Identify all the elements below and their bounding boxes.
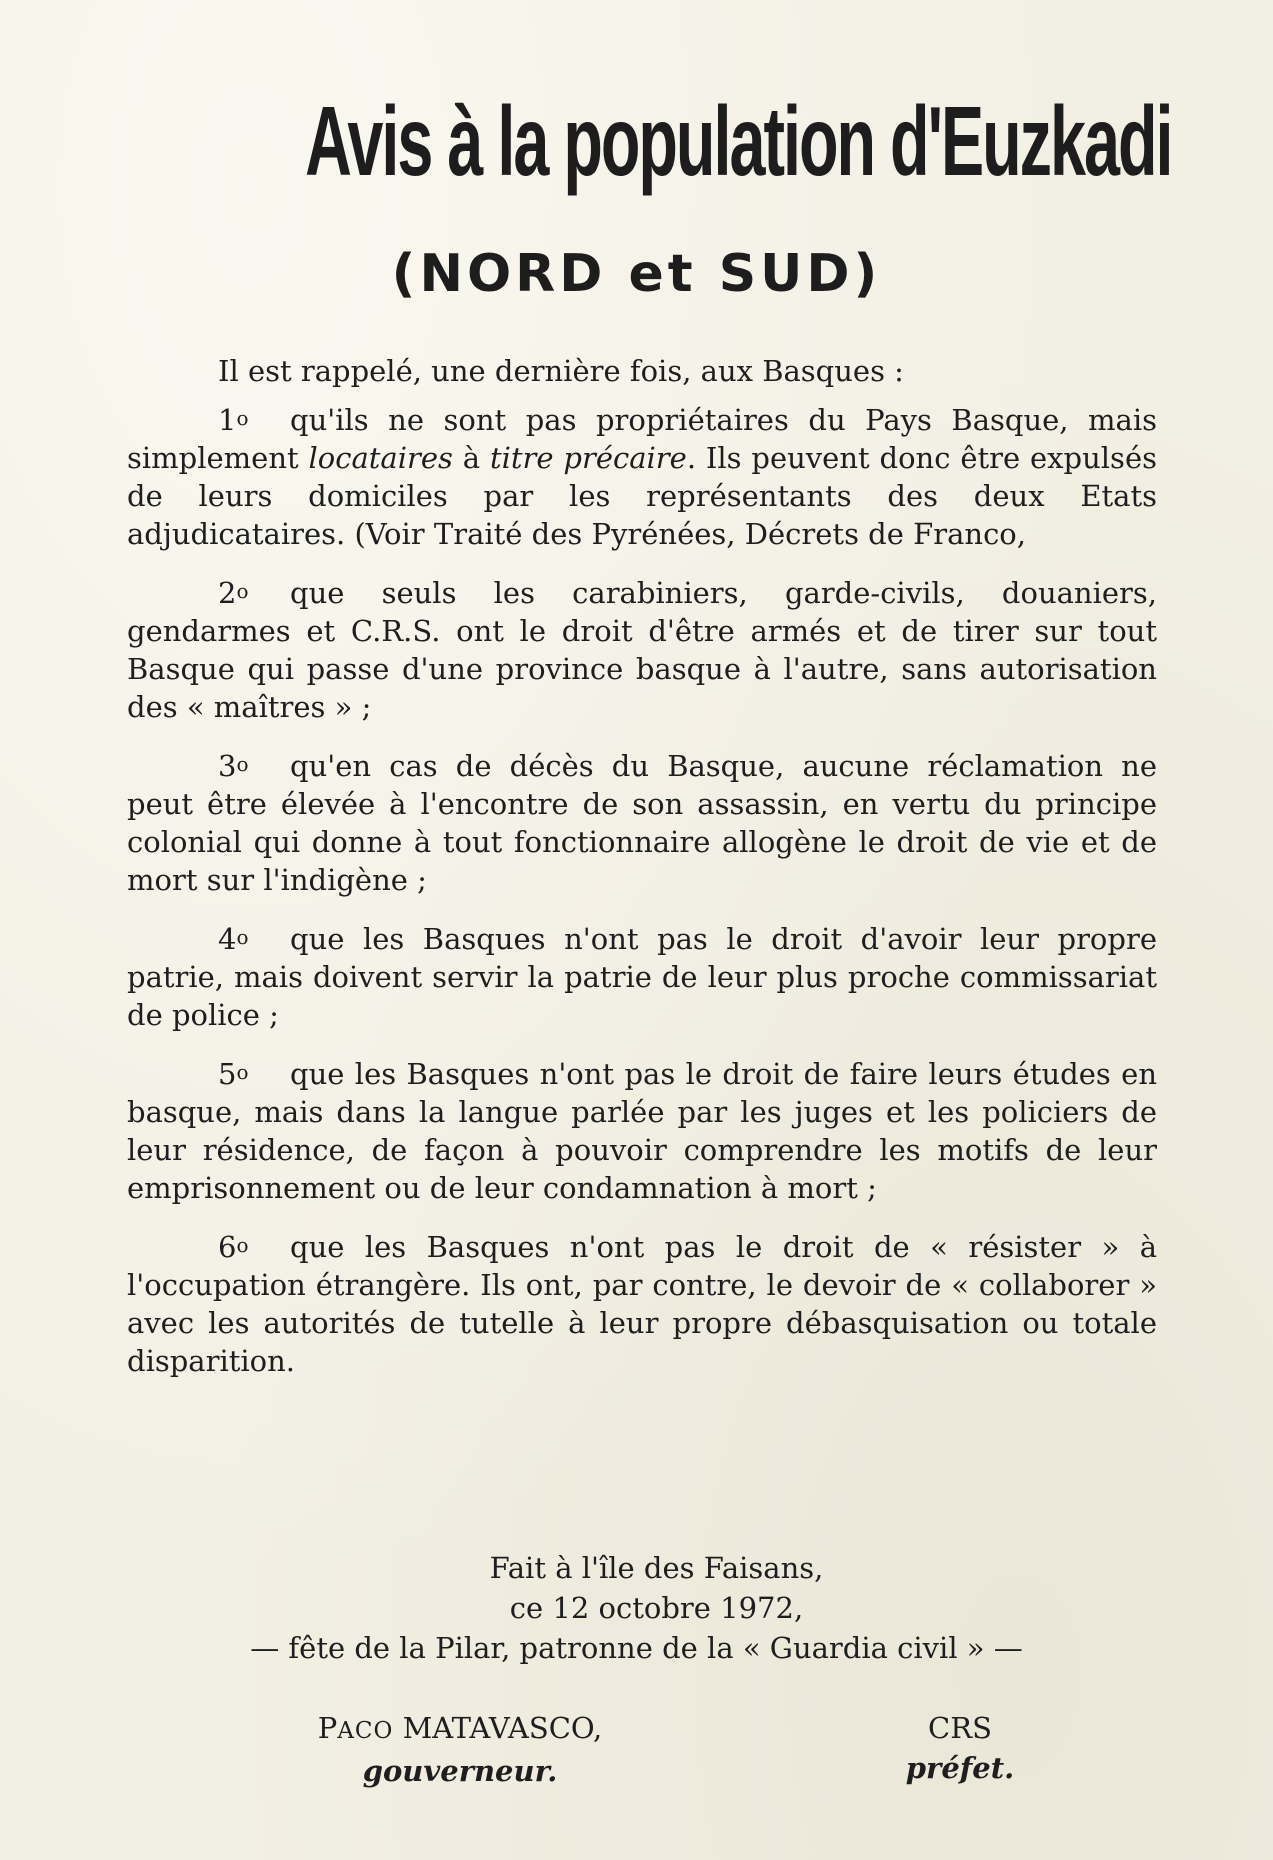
item-text-italic: titre précaire: [489, 441, 687, 475]
item-number-degree: o: [236, 752, 249, 776]
poster-subtitle: (NORD et SUD): [391, 244, 882, 304]
list-item: [127, 574, 1157, 726]
list-item: [127, 1055, 1157, 1207]
item-number-digit: 4: [218, 922, 237, 956]
closing-date: ce 12 octobre 1972,: [509, 1591, 804, 1625]
signature-governor-role: gouverneur.: [362, 1754, 558, 1788]
item-text: que les Basques n'ont pas le droit de « résister » à l'occupation étrangère. Ils ont, par contre, le devoir de « collaborer » avec les autorités de tutelle à leur propre débasquisation ou totale disparition.: [127, 1230, 1157, 1378]
list-item: [127, 747, 1157, 899]
list-item: [127, 401, 1157, 553]
signature-prefect-role: préfet.: [905, 1751, 1015, 1785]
signature-governor-name: [250, 1708, 670, 1751]
item-text: à: [452, 441, 490, 475]
item-number-degree: o: [236, 406, 249, 430]
list-item: [127, 920, 1157, 1034]
signature-governor-surname: MATAVASCO,: [393, 1711, 603, 1745]
item-number-degree: o: [236, 1233, 249, 1257]
item-number-digit: 5: [218, 1057, 237, 1091]
signature-prefect-name: CRS: [928, 1711, 992, 1745]
poster-body: [127, 352, 1157, 1401]
item-number: [218, 574, 290, 612]
item-number: [218, 747, 290, 785]
numbered-list: [127, 401, 1157, 1380]
item-text: que seuls les carabiniers, garde-civils, douaniers, gendarmes et C.R.S. ont le droit d'être armés et de tirer sur tout Basque qui passe d'une province basque à l'autre, sans autorisation des « maîtres » ;: [127, 576, 1157, 724]
item-number-digit: 1: [218, 403, 237, 437]
item-number-degree: o: [236, 579, 249, 603]
item-text: que les Basques n'ont pas le droit de faire leurs études en basque, mais dans la langue parlée par les juges et les policiers de leur résidence, de façon à pouvoir comprendre les motifs de leur emprisonnement ou de leur condamnation à mort ;: [127, 1057, 1157, 1205]
item-number-digit: 3: [218, 749, 237, 783]
signature-governor-first-rest: ACO: [337, 1718, 394, 1744]
intro-paragraph: Il est rappelé, une dernière fois, aux Basques :: [218, 354, 904, 388]
item-text: que les Basques n'ont pas le droit d'avoir leur propre patrie, mais doivent servir la patrie de leur plus proche commissariat de police ;: [127, 922, 1157, 1032]
item-number-degree: o: [236, 925, 249, 949]
signature-prefect: [840, 1708, 1080, 1788]
list-item: [127, 1228, 1157, 1380]
closing-place: Fait à l'île des Faisans,: [489, 1551, 824, 1585]
item-text: qu'ils ne sont pas propriétaires du Pays Basque, mais simplement: [127, 403, 1157, 475]
item-number-digit: 2: [218, 576, 237, 610]
closing-block: [0, 1548, 1273, 1668]
item-number: [218, 920, 290, 958]
item-text: . Ils peuvent donc être expulsés de leurs domiciles par les représentants des deux Etats adjudicataires. (Voir Traité des Pyrénées, Décrets de Franco,: [127, 441, 1157, 551]
item-text: qu'en cas de décès du Basque, aucune réclamation ne peut être élevée à l'encontre de son assassin, en vertu du principe colonial qui donne à tout fonctionnaire allogène le droit de vie et de mort sur l'indigène ;: [127, 749, 1157, 897]
item-number-digit: 6: [218, 1230, 237, 1264]
item-number: [218, 1228, 290, 1266]
item-number-degree: o: [236, 1060, 249, 1084]
item-number: [218, 401, 290, 439]
signature-governor-first-initial: P: [317, 1711, 338, 1745]
item-text-italic: locataires: [308, 441, 453, 475]
closing-feast: — fête de la Pilar, patronne de la « Guardia civil » —: [250, 1631, 1023, 1665]
poster-title: Avis à la population d'Euzkadi: [305, 86, 1172, 196]
signature-governor: [250, 1708, 670, 1791]
item-number: [218, 1055, 290, 1093]
